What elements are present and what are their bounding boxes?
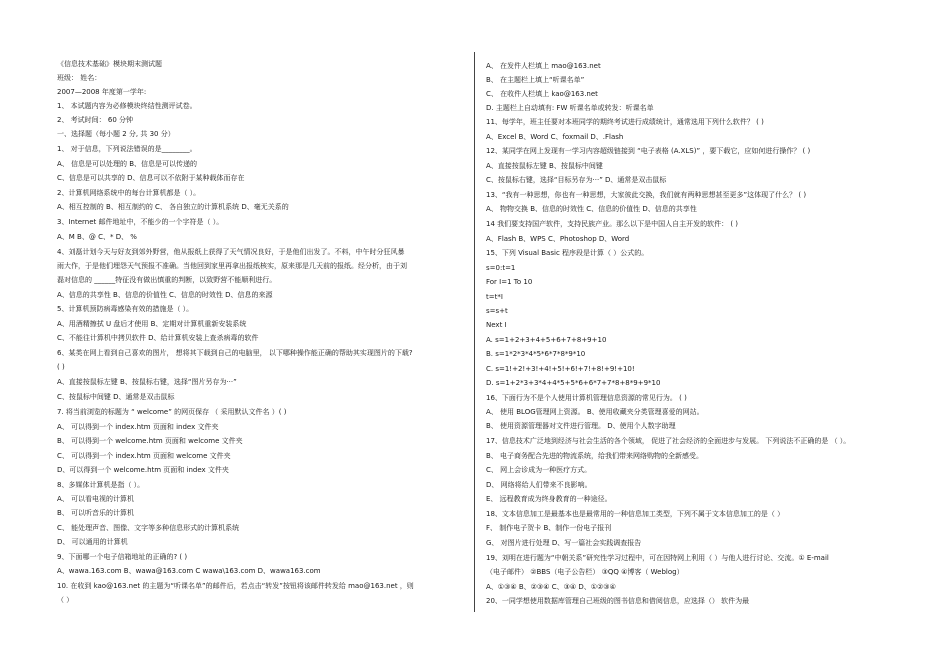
q12-options-ab: A、直接按鼠标左键 B、按鼠标中间键 xyxy=(486,162,603,170)
q19-line-1: 19、刘明在进行题为“中朝关系”研究性学习过程中，可在因特网上利用（ ）与他人进行讨论、交流。① E-mail xyxy=(486,554,829,562)
q9-options: A、wawa.163.com B、wawa@163.com C wawa\163.com D、wawa163.com xyxy=(57,567,321,575)
note-1: 1、 本试题内容为必修模块终结性测评试卷。 xyxy=(57,102,197,110)
q18-options-ab: F、 制作电子贺卡 B、制作一份电子报刊 xyxy=(486,524,612,532)
q16-options-ab: A、 使用 BLOG管理网上资源。 B、使用收藏夹分类管理喜爱的网站。 xyxy=(486,408,704,416)
q5-options-ab: A、用酒精擦拭 U 盘后才使用 B、定期对计算机重新安装系统 xyxy=(57,320,247,328)
q19-line-2: （电子邮件） ②BBS（电子公告栏） ③QQ ④博客（ Weblog） xyxy=(486,568,684,576)
q12: 12、某同学在网上发现有一学习内容超级链接到 “电子表格 (A.XLS)” ，要下载它，应如何进行操作？ ( ) xyxy=(486,147,811,155)
q2-options: A、相互控制的 B、相互制约的 C、 各自独立的计算机系统 D、毫无关系的 xyxy=(57,203,289,211)
column-divider xyxy=(474,52,475,612)
q10-option-c: C、 在收件人栏填上 kao@163.net xyxy=(486,90,598,98)
q8-option-b: B、 可以听音乐的计算机 xyxy=(57,509,135,517)
school-year-line: 2007—2008 年度第一学年: xyxy=(57,88,147,96)
q17-option-b: B、 电子商务配合先进的物流系统，给我们带来网络购物的全新感受。 xyxy=(486,452,704,460)
q8-option-d: D、 可以通用的计算机 xyxy=(57,538,128,546)
q7-option-a: A、 可以得到一个 index.htm 页面和 index 文件夹 xyxy=(57,423,219,431)
q13: 13、“我有一种思想，你也有一种思想，大家彼此交换，我们就有两种思想甚至更多”这体现了什么？ ( ) xyxy=(486,191,807,199)
q7-option-c: C、 可以得到一个 index.htm 页面和 welcome 文件夹 xyxy=(57,452,231,460)
q4-line-1: 4、刘磊计划今天与好友到郊外野营，他从报纸上获得了天气情况良好，于是他们出发了。不料，中午时分狂风暴 xyxy=(57,248,405,256)
q17-option-c: C、 网上会诊成为一种医疗方式。 xyxy=(486,466,592,474)
q19-options: A、①③④ B、②③④ C、③④ D、①②③④ xyxy=(486,583,616,591)
note-2: 2、 考试时间： 60 分钟 xyxy=(57,116,134,124)
q17-option-e: E、 远程教育成为终身教育的一种途径。 xyxy=(486,495,612,503)
q10-option-d: D. 主题栏上自动填有: FW 听课名单或转发：听课名单 xyxy=(486,104,654,112)
q15-code-5: Next I xyxy=(486,321,507,329)
q6-answer-bracket: ( ) xyxy=(57,363,65,371)
q16: 16、下面行为不是个人使用计算机管理信息资源的常见行为。 ( ) xyxy=(486,394,687,402)
class-name-line: 班级： 姓名： xyxy=(57,74,102,82)
q17: 17、信息技术广泛地到经济与社会生活的各个领域， 促进了社会经济的全面进步与发展。 下列说法不正确的是 （ ）。 xyxy=(486,437,851,445)
q1-options-ab: A、 信息是可以处理的 B、信息是可以传递的 xyxy=(57,160,198,168)
q18: 18、文本信息加工是最基本也是最常用的一种信息加工类型，下列不属于文本信息加工的是（ ） xyxy=(486,510,785,518)
q18-options-cd: G、 对图片进行处理 D、写一篇社会实践调查报告 xyxy=(486,539,642,547)
q10: 10. 在收到 kao@163.net 的主题为“听课名单”的邮件后，若点击“转发”按钮将该邮件转发给 mao@163.net ，则 xyxy=(57,582,414,590)
section-heading: 一、选择题（每小题 2 分, 共 30 分） xyxy=(57,130,175,138)
q15-code-1: s=0:t=1 xyxy=(486,264,516,272)
q10-answer-bracket: （ ） xyxy=(57,596,74,604)
q12-options-cd: C、按鼠标右键，选择“目标另存为···” D、通常是双击鼠标 xyxy=(486,176,667,184)
q10-option-b: B、 在主题栏上填上“听课名单” xyxy=(486,76,585,84)
q11: 11、每学年，班主任要对本班同学的期终考试进行成绩统计，通常选用下列什么软件？ ( ) xyxy=(486,118,764,126)
q15-option-a: A. s=1+2+3+4+5+6+7+8+9+10 xyxy=(486,336,607,344)
q6-options-cd: C、按鼠标中间键 D、通常是双击鼠标 xyxy=(57,393,175,401)
q4-options: A、信息的共享性 B、信息的价值性 C、信息的时效性 D、信息的来源 xyxy=(57,291,273,299)
q4-line-2: 雨大作，于是他们埋怨天气预报不准确。当他回到家里再拿出报纸核实，原来那是几天前的报纸。经分析，由于刘 xyxy=(57,262,407,270)
q16-options-cd: B、 使用资源管理器对文件进行管理。 D、使用个人数字助理 xyxy=(486,422,676,430)
q20: 20、一同学想使用数据库管理自己班级的图书信息和借阅信息，应选择（） 软件为最 xyxy=(486,597,750,605)
q15-code-3: t=t*I xyxy=(486,293,503,301)
q3-options: A、M B、@ C、* D、 % xyxy=(57,233,137,241)
q14-options: A、Flash B、WPS C、Photoshop D、Word xyxy=(486,235,630,243)
q7-option-b: B、 可以得到一个 welcome.htm 页面和 welcome 文件夹 xyxy=(57,437,243,445)
q4-line-3: 磊对信息的 ______特征没有做出慎重的判断，以致野营不能顺利进行。 xyxy=(57,276,277,284)
q15-option-c: C. s=1!+2!+3!+4!+5!+6!+7!+8!+9!+10! xyxy=(486,365,635,373)
q7-option-d: D、可以得到一个 welcome.htm 页面和 index 文件夹 xyxy=(57,466,229,474)
q8-option-c: C、 能处理声音、图像、文字等多种信息形式的计算机系统 xyxy=(57,524,240,532)
q15: 15、下列 Visual Basic 程序段是计算（ ）公式的。 xyxy=(486,249,649,257)
q17-option-d: D、 网络将给人们带来不良影响。 xyxy=(486,481,592,489)
q5-options-cd: C、不能往计算机中拷贝软件 D、给计算机安装上查杀病毒的软件 xyxy=(57,334,259,342)
q5: 5、计算机预防病毒感染有效的措施是（ ）。 xyxy=(57,305,194,313)
q1-options-cd: C、信息是可以共享的 D、信息可以不依附于某种载体而存在 xyxy=(57,174,245,182)
q9: 9、下面哪一个电子信箱地址的正确的? ( ) xyxy=(57,553,188,561)
q8-option-a: A、 可以看电视的计算机 xyxy=(57,495,135,503)
q7: 7. 将当前浏览的标题为 “ welcome” 的网页保存 （ 采用默认文件名 ）( ) xyxy=(57,408,287,416)
q3: 3、Internet 邮件地址中，不能少的一个字符是（ ）。 xyxy=(57,218,224,226)
q8: 8、多媒体计算机是指（ ）。 xyxy=(57,481,145,489)
doc-title: 《信息技术基础》模块期末测试题 xyxy=(57,60,162,68)
q13-options: A、 物物交换 B、信息的时效性 C、信息的价值性 D、信息的共享性 xyxy=(486,205,697,213)
q1: 1、 对于信息，下列说法错误的是________。 xyxy=(57,145,197,153)
q10-option-a: A、 在发件人栏填上 mao@163.net xyxy=(486,62,601,70)
q15-option-b: B. s=1*2*3*4*5*6*7*8*9*10 xyxy=(486,350,586,358)
q6: 6、某类在网上看到自己喜欢的图片， 想将其下载到自己的电脑里， 以下哪种操作能正确的帮助其实现图片的下载? xyxy=(57,349,413,357)
q15-code-4: s=s+t xyxy=(486,307,508,315)
q14: 14 我们要支持国产软件，支持民族产业。那么以下是中国人自主开发的软件： ( ) xyxy=(486,220,739,228)
q6-options-ab: A、直接按鼠标左键 B、按鼠标右键，选择“图片另存为···” xyxy=(57,378,237,386)
q15-code-2: For I=1 To 10 xyxy=(486,278,533,286)
q11-options: A、Excel B、Word C、foxmail D、.Flash xyxy=(486,133,624,141)
q2: 2、计算机网络系统中的每台计算机都是（ ）。 xyxy=(57,189,201,197)
q15-option-d: D. s=1+2*3+3*4+4*5+5*6+6*7+7*8+8*9+9*10 xyxy=(486,379,661,387)
